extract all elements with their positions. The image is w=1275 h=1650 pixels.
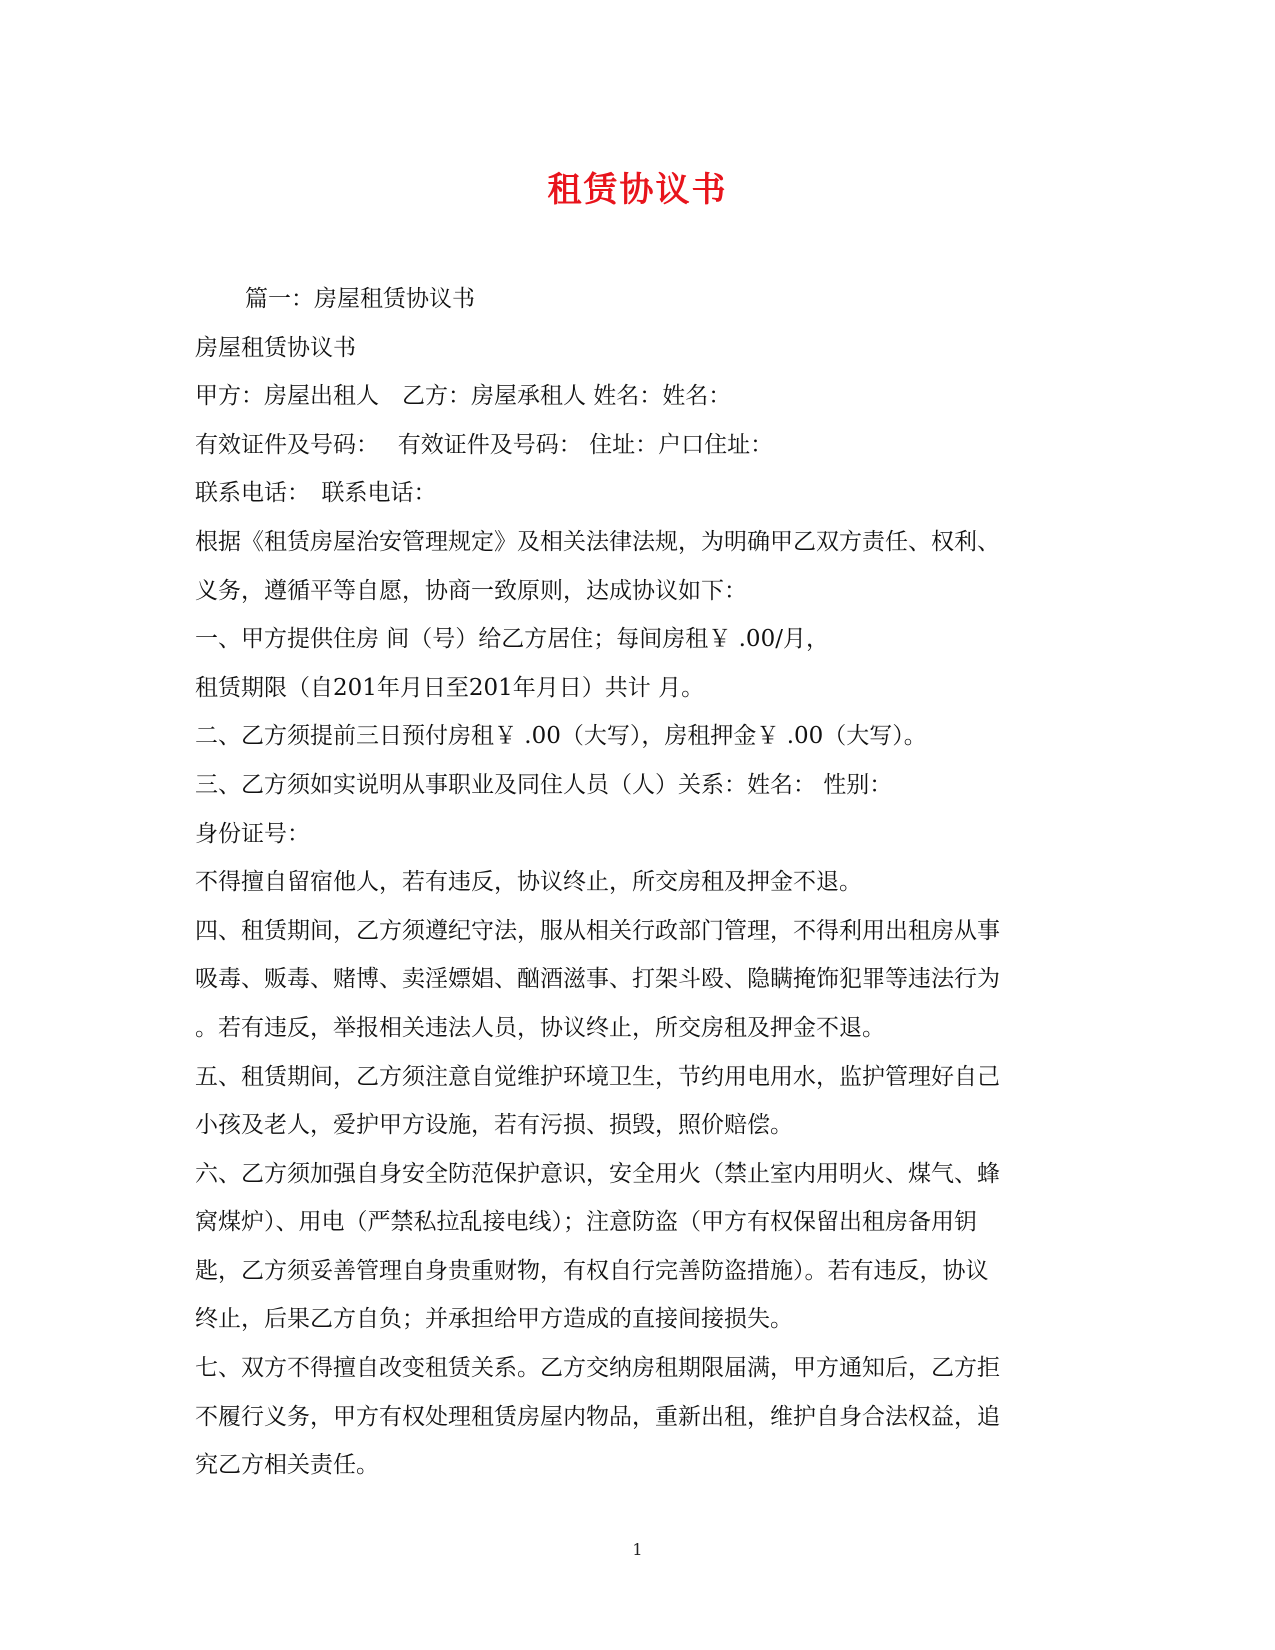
clause-line: 四、租赁期间，乙方须遵纪守法，服从相关行政部门管理，不得利用出租房从事: [195, 917, 1000, 944]
page-number: 1: [632, 1540, 643, 1559]
clause-line: 小孩及老人，爱护甲方设施，若有污损、损毁，照价赔偿。: [195, 1112, 793, 1139]
clause-line: 二、乙方须提前三日预付房租￥ .00（大写），房租押金￥ .00（大写）。: [195, 723, 927, 750]
clause-line: 六、乙方须加强自身安全防范保护意识，安全用火（禁止室内用明火、煤气、蜂: [195, 1160, 1000, 1187]
preamble-line: 根据《租赁房屋治安管理规定》及相关法律法规，为明确甲乙双方责任、权利、: [195, 528, 1000, 555]
clause-line: 不得擅自留宿他人，若有违反，协议终止，所交房租及押金不退。: [195, 869, 862, 896]
document-title: 租赁协议书: [547, 170, 728, 210]
clause-line: 窝煤炉）、用电（严禁私拉乱接电线）；注意防盗（甲方有权保留出租房备用钥: [195, 1209, 977, 1236]
clause-line: 。若有违反，举报相关违法人员，协议终止，所交房租及押金不退。: [195, 1014, 885, 1041]
document-body: [195, 275, 1085, 1490]
party-id-line: 有效证件及号码： 有效证件及号码： 住址：户口住址：: [195, 431, 774, 458]
clause-line: 三、乙方须如实说明从事职业及同住人员（人）关系：姓名： 性别：: [195, 771, 893, 798]
party-line: 甲方：房屋出租人 乙方：房屋承租人 姓名：姓名：: [195, 383, 732, 410]
clause-line: 终止，后果乙方自负；并承担给甲方造成的直接间接损失。: [195, 1306, 793, 1333]
agreement-heading: 房屋租赁协议书: [195, 334, 356, 361]
clause-line: 五、租赁期间，乙方须注意自觉维护环境卫生，节约用电用水，监护管理好自己: [195, 1063, 1000, 1090]
clause-line: 究乙方相关责任。: [195, 1452, 379, 1479]
clause-line: 不履行义务，甲方有权处理租赁房屋内物品，重新出租，维护自身合法权益，追: [195, 1403, 1000, 1430]
clause-line: 匙，乙方须妥善管理自身贵重财物，有权自行完善防盗措施）。若有违反，协议: [195, 1257, 989, 1284]
clause-line: 吸毒、贩毒、赌博、卖淫嫖娼、酗酒滋事、打架斗殴、隐瞒掩饰犯罪等违法行为: [195, 966, 1000, 993]
section-heading: 篇一：房屋租赁协议书: [245, 286, 475, 312]
party-phone-line: 联系电话： 联系电话：: [195, 480, 437, 507]
clause-line: 一、甲方提供住房 间（号）给乙方居住；每间房租￥ .00/月，: [195, 626, 829, 653]
clause-line: 租赁期限（自201年月日至201年月日）共计 月。: [195, 674, 705, 701]
preamble-line: 义务，遵循平等自愿，协商一致原则，达成协议如下：: [195, 577, 747, 604]
clause-line: 身份证号：: [195, 820, 310, 847]
clause-line: 七、双方不得擅自改变租赁关系。乙方交纳房租期限届满，甲方通知后，乙方拒: [195, 1355, 1000, 1382]
